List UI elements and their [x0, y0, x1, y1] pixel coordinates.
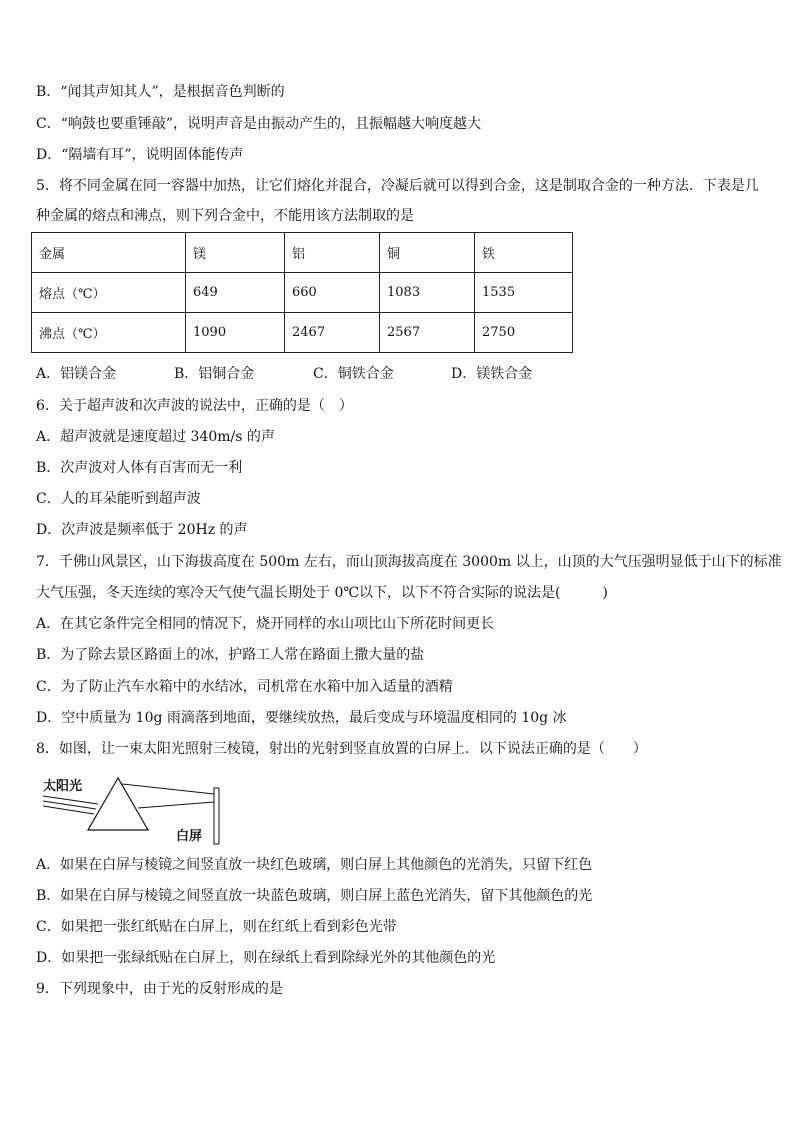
- option-c: C．铜铁合金: [313, 366, 394, 382]
- metal-properties-table: [31, 232, 573, 353]
- screen-label: 白屏: [176, 828, 203, 843]
- sun-ray-line: [43, 796, 98, 804]
- white-screen: [214, 788, 219, 844]
- line-q6-b: B．次声波对人体有百害而无一利: [36, 460, 243, 476]
- question-5-stem-line1: 5．将不同金属在同一容器中加热，让它们熔化并混合，冷凝后就可以得到合金，这是制取合金的一种方法．下表是几: [36, 178, 759, 194]
- table-cell: 金属: [32, 233, 186, 273]
- question-8-stem: 8．如图，让一束太阳光照射三棱镜，射出的光射到竖直放置的白屏上．以下说法正确的是（ ）: [36, 741, 647, 757]
- table-cell: 沸点（℃）: [32, 313, 186, 353]
- question-7-stem-line1: 7．千佛山风景区，山下海拔高度在 500m 左右，而山顶海拔高度在 3000m 以上，山顶的大气压强明显低于山下的标准: [36, 554, 782, 570]
- table-cell: 镁: [186, 233, 285, 273]
- line-q6-d: D．次声波是频率低于 20Hz 的声: [36, 522, 248, 538]
- table-cell: 铁: [475, 233, 573, 273]
- option-d: D．镁铁合金: [451, 366, 533, 382]
- table-row: [32, 233, 573, 273]
- table-cell: 铜: [380, 233, 475, 273]
- table-cell: 1535: [475, 273, 573, 313]
- line-q7-d: D．空中质量为 10g 雨滴落到地面，要继续放热，最后变成与环境温度相同的 10g 冰: [36, 710, 567, 726]
- line-q4-c: C．“响鼓也要重锤敲”，说明声音是由振动产生的，且振幅越大响度越大: [36, 116, 482, 132]
- table-row: [32, 273, 573, 313]
- question-6-stem: 6．关于超声波和次声波的说法中，正确的是（ ）: [36, 398, 353, 414]
- line-q8-c: C．如果把一张红纸贴在白屏上，则在红纸上看到彩色光带: [36, 919, 397, 935]
- table-cell: 铝: [285, 233, 380, 273]
- line-q6-a: A．超声波就是速度超过 340m/s 的声: [36, 429, 275, 445]
- prism-diagram: [38, 774, 228, 846]
- table-cell: 649: [186, 273, 285, 313]
- table-cell: 2467: [285, 313, 380, 353]
- question-5-stem-line2: 种金属的熔点和沸点，则下列合金中，不能用该方法制取的是: [36, 208, 414, 224]
- option-b: B．铝铜合金: [174, 366, 255, 382]
- line-q7-b: B．为了除去景区路面上的冰，护路工人常在路面上撒大量的盐: [36, 647, 425, 663]
- option-a: A．铝镁合金: [36, 366, 117, 382]
- line-q4-b: B．“闻其声知其人”，是根据音色判断的: [36, 84, 285, 100]
- line-q4-d: D．“隔墙有耳”，说明固体能传声: [36, 147, 244, 163]
- refracted-ray-line: [122, 784, 214, 794]
- line-q7-c: C．为了防止汽车水箱中的水结冰，司机常在水箱中加入适量的酒精: [36, 679, 453, 695]
- table-cell: 2567: [380, 313, 475, 353]
- refracted-ray-line: [138, 802, 214, 808]
- table-cell: 熔点（℃）: [32, 273, 186, 313]
- line-q8-b: B．如果在白屏与棱镜之间竖直放一块蓝色玻璃，则白屏上蓝色光消失，留下其他颜色的光: [36, 888, 593, 904]
- line-q6-c: C．人的耳朵能听到超声波: [36, 491, 201, 507]
- line-q7-a: A．在其它条件完全相同的情况下，烧开同样的水山项比山下所花时间更长: [36, 616, 495, 632]
- sun-light-label: 太阳光: [43, 778, 83, 793]
- table-row: [32, 313, 573, 353]
- question-7-stem-line2: 大气压强，冬天连续的寒冷天气使气温长期处于 0℃以下，以下不符合实际的说法是( ): [36, 585, 608, 601]
- question-9-stem: 9．下列现象中，由于光的反射形成的是: [36, 981, 283, 997]
- table-cell: 2750: [475, 313, 573, 353]
- table-cell: 1083: [380, 273, 475, 313]
- table-cell: 660: [285, 273, 380, 313]
- table-cell: 1090: [186, 313, 285, 353]
- line-q8-a: A．如果在白屏与棱镜之间竖直放一块红色玻璃，则白屏上其他颜色的光消失，只留下红色: [36, 857, 593, 873]
- line-q8-d: D．如果把一张绿纸贴在白屏上，则在绿纸上看到除绿光外的其他颜色的光: [36, 950, 496, 966]
